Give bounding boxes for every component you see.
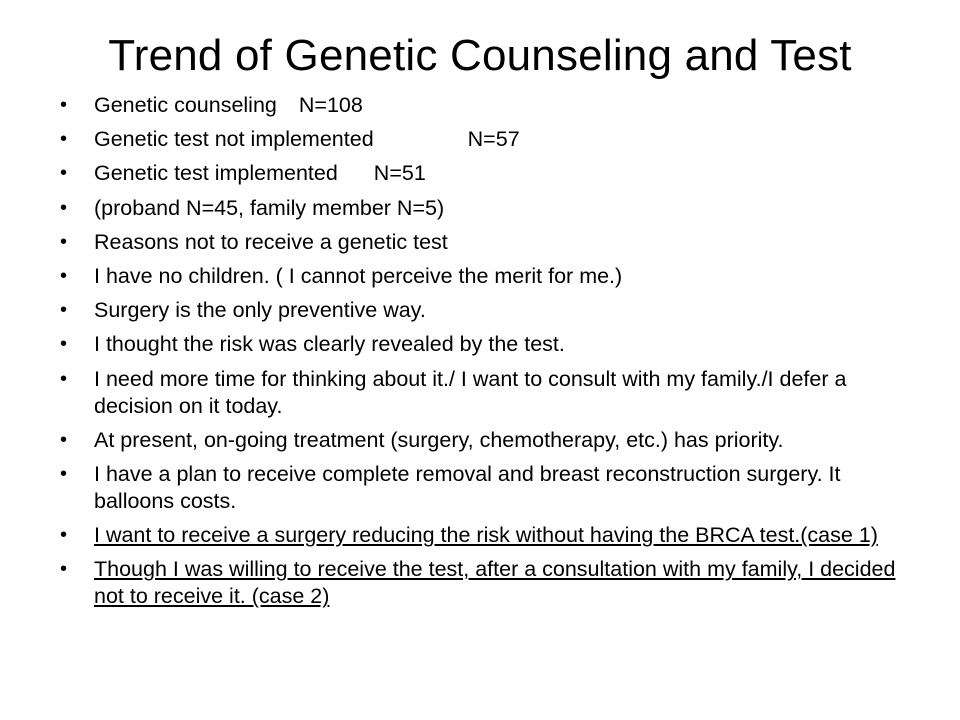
bullet-item-reason [60, 331, 920, 358]
bullet-item-reason [60, 297, 920, 324]
bullet-item-reason [60, 461, 920, 515]
bullet-text: I need more time for thinking about it./ I want to consult with my family./I defer a decision on it today. [94, 366, 847, 418]
bullet-text: Reasons not to receive a genetic test [94, 229, 448, 254]
bullet-icon: • [60, 162, 68, 185]
bullet-item-test-not-implemented [60, 126, 920, 153]
bullet-text: (proband N=45, family member N=5) [94, 195, 445, 220]
bullet-count: N=108 [298, 93, 363, 117]
bullet-icon: • [60, 558, 68, 581]
bullet-text: Surgery is the only preventive way. [94, 298, 426, 323]
bullet-list [60, 92, 920, 617]
bullet-icon: • [60, 230, 68, 253]
bullet-icon: • [60, 128, 68, 151]
bullet-icon: • [60, 333, 68, 356]
bullet-text: Genetic test not implemented [94, 127, 374, 152]
bullet-item-test-implemented [60, 160, 920, 187]
bullet-count: N=57 [467, 127, 520, 152]
bullet-item-genetic-counseling [60, 92, 920, 119]
bullet-text: I have a plan to receive complete removal and breast reconstruction surgery. It balloons costs. [94, 461, 841, 513]
bullet-item-reason [60, 427, 920, 454]
bullet-icon: • [60, 367, 68, 390]
bullet-item-reasons-heading [60, 229, 920, 256]
bullet-icon: • [60, 299, 68, 322]
bullet-item-case-1 [60, 522, 920, 549]
bullet-text: I have no children. ( I cannot perceive the merit for me.) [94, 263, 623, 288]
bullet-text-underlined: I want to receive a surgery reducing the risk without having the BRCA test.(case 1) [94, 523, 878, 548]
bullet-icon: • [60, 94, 68, 116]
bullet-item-case-2 [60, 556, 920, 610]
bullet-item-reason [60, 263, 920, 290]
bullet-item-proband-breakdown [60, 195, 920, 222]
bullet-icon: • [60, 462, 68, 485]
slide-title: Trend of Genetic Counseling and Test [108, 31, 852, 80]
bullet-text-underlined: Though I was willing to receive the test, after a consultation with my family, I decided not to receive it. (case 2) [94, 557, 896, 609]
bullet-text: I thought the risk was clearly revealed by the test. [94, 332, 565, 357]
bullet-text: At present, on-going treatment (surgery, chemotherapy, etc.) has priority. [94, 427, 784, 452]
bullet-icon: • [60, 196, 68, 219]
bullet-text: Genetic test implemented [94, 161, 338, 186]
bullet-item-reason [60, 366, 920, 420]
bullet-icon: • [60, 428, 68, 451]
bullet-icon: • [60, 524, 68, 547]
bullet-icon: • [60, 264, 68, 287]
bullet-count: N=51 [373, 161, 426, 186]
bullet-text: Genetic counseling [94, 93, 277, 117]
